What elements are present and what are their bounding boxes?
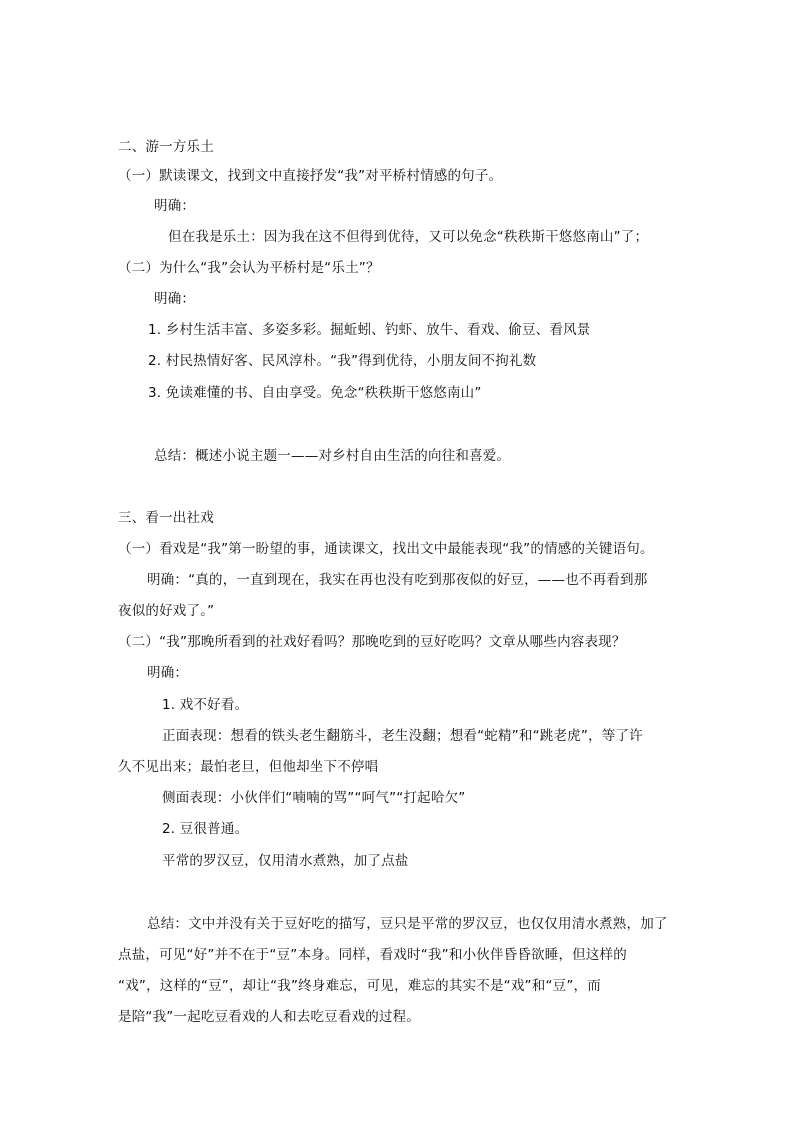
- section-3-front-line-1: 正面表现：想看的铁头老生翻筋斗，老生没翻；想看“蛇精”和“跳老虎”，等了许: [162, 728, 643, 744]
- section-3-question-2: （二）“我”那晚所看到的社戏好看吗？那晚吃到的豆好吃吗？文章从哪些内容表现？: [118, 634, 626, 650]
- section-2-point-1: 1. 乡村生活丰富、多姿多彩。掘蚯蚓、钓虾、放牛、看戏、偷豆、看风景: [148, 322, 591, 338]
- section-3-point-1: 1. 戏不好看。: [162, 697, 249, 713]
- section-3-point-2: 2. 豆很普通。: [162, 821, 249, 837]
- section-2-point-2: 2. 村民热情好客、民风淳朴。“我”得到优待，小朋友间不拘礼数: [148, 353, 537, 369]
- section-2-q1-answer: 但在我是乐土：因为我在这不但得到优待，又可以免念“秩秩斯干悠悠南山”了；: [168, 229, 649, 245]
- section-2-summary: 总结：概述小说主题一——对乡村自由生活的向往和喜爱。: [154, 448, 511, 464]
- section-2-point-3: 3. 免读难懂的书、自由享受。免念“秩秩斯干悠悠南山”: [148, 385, 482, 401]
- section-3-title: 三、看一出社戏: [118, 510, 214, 526]
- section-2-q1-label: 明确：: [154, 198, 196, 214]
- section-3-q1-answer-line-2: 夜似的好戏了。”: [118, 603, 215, 619]
- section-3-front-line-2: 久不见出来；最怕老旦，但他却坐下不停唱: [118, 759, 379, 775]
- section-3-summary-line-3: “戏”，这样的“豆”，却让“我”终身难忘，可见，难忘的其实不是“戏”和“豆”，而: [118, 978, 601, 994]
- section-3-summary-line-2: 点盐，可见“好”并不在于“豆”本身。同样，看戏时“我”和小伙伴昏昏欲睡，但这样的: [118, 947, 627, 963]
- section-2-title: 二、游一方乐土: [118, 139, 214, 155]
- section-3-q1-answer-line-1: 明确：“真的，一直到现在，我实在再也没有吃到那夜似的好豆，——也不再看到那: [147, 572, 648, 588]
- section-3-summary-line-4: 是陪“我”一起吃豆看戏的人和去吃豆看戏的过程。: [118, 1009, 421, 1025]
- section-2-question-2: （二）为什么“我”会认为平桥村是“乐土”？: [118, 260, 380, 276]
- section-3-side: 侧面表现：小伙伴们“喃喃的骂”“呵气”“打起哈欠”: [162, 790, 466, 806]
- section-3-question-1: （一）看戏是“我”第一盼望的事，通读课文，找出文中最能表现“我”的情感的关键语句。: [118, 541, 654, 557]
- section-2-question-1: （一）默读课文，找到文中直接抒发“我”对平桥村情感的句子。: [118, 168, 503, 184]
- section-2-q2-label: 明确：: [154, 291, 196, 307]
- section-3-q2-label: 明确：: [147, 665, 189, 681]
- section-3-point-2-detail: 平常的罗汉豆，仅用清水煮熟，加了点盐: [162, 853, 409, 869]
- section-3-summary-line-1: 总结：文中并没有关于豆好吃的描写，豆只是平常的罗汉豆，也仅仅用清水煮熟，加了: [147, 916, 668, 932]
